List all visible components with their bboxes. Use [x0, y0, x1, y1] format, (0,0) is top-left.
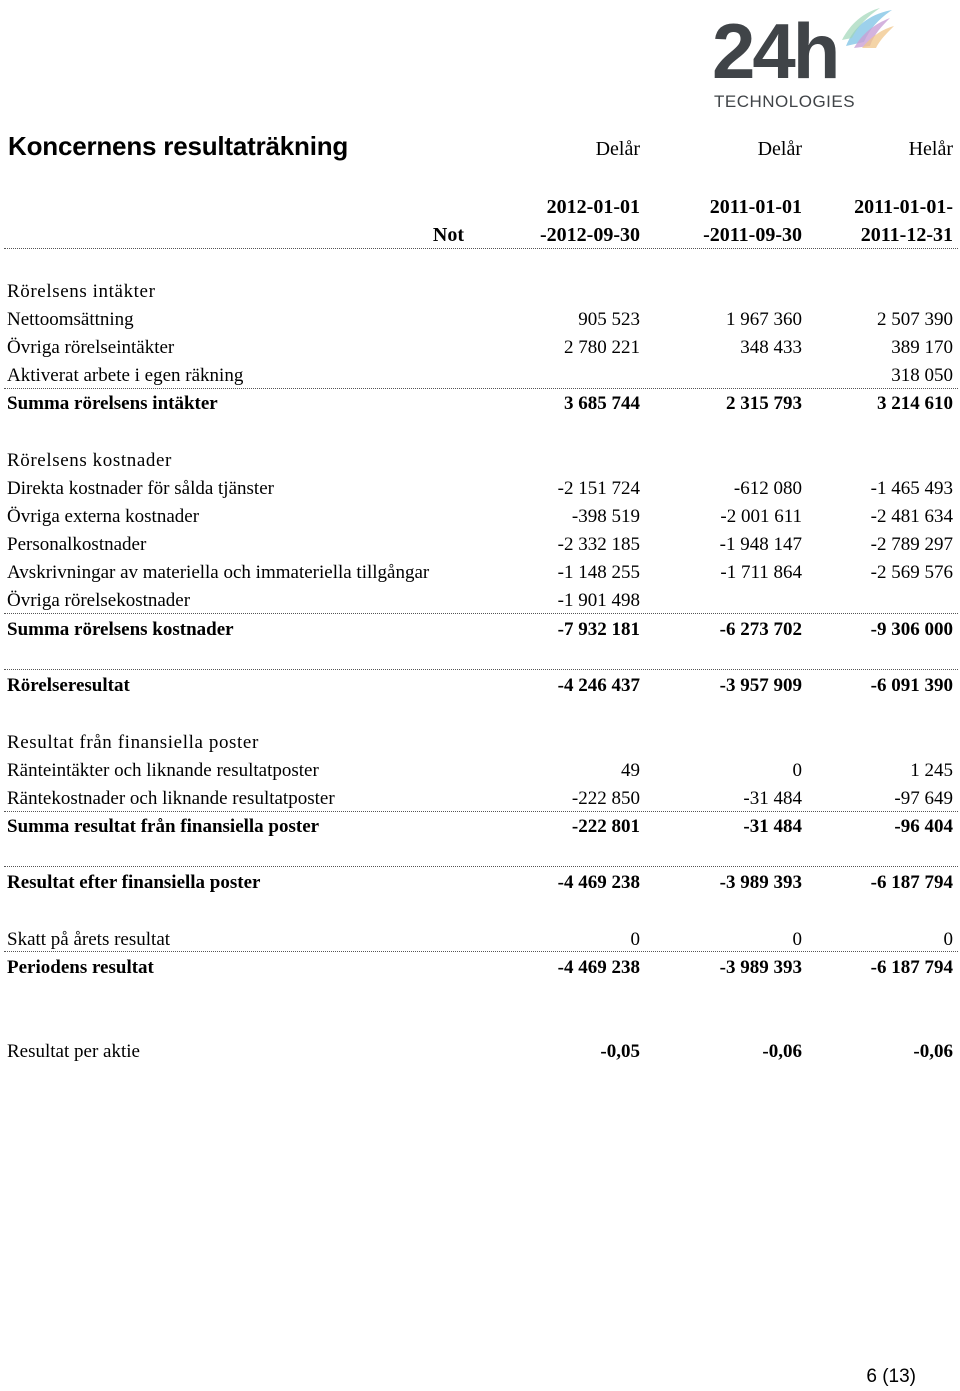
- logo-subtitle: TECHNOLOGIES: [714, 92, 856, 111]
- logo-swirl-icon: [840, 6, 896, 50]
- row-divider: [4, 866, 958, 867]
- table-row: Nettoomsättning 905 523 1 967 360 2 507 390: [7, 309, 953, 330]
- company-logo: [708, 6, 898, 116]
- total-row-financial: Summa resultat från finansiella poster -222 801 -31 484 -96 404: [7, 816, 953, 837]
- table-row: Övriga rörelseintäkter 2 780 221 348 433 389 170: [7, 337, 953, 358]
- earnings-per-share-row: Resultat per aktie -0,05 -0,06 -0,06: [7, 1041, 953, 1062]
- table-row: Avskrivningar av materiella och immateriella tillgångar -1 148 255 -1 711 864 -2 569 576: [7, 562, 953, 583]
- table-row: Aktiverat arbete i egen räkning 318 050: [7, 365, 953, 386]
- logo-wordmark: 24h: [712, 7, 838, 95]
- table-row: Direkta kostnader för sålda tjänster -2 151 724 -612 080 -1 465 493: [7, 478, 953, 499]
- total-row-period-result: Periodens resultat -4 469 238 -3 989 393 -6 187 794: [7, 957, 953, 978]
- row-divider: [4, 388, 958, 389]
- col-header-type-1: Delår: [595, 138, 640, 160]
- table-row: Skatt på årets resultat 0 0 0: [7, 929, 953, 950]
- table-row: Övriga rörelsekostnader -1 901 498: [7, 590, 640, 611]
- col-header-type-2: Delår: [757, 138, 802, 160]
- row-divider: [4, 613, 958, 614]
- section-heading-revenue: Rörelsens intäkter: [7, 281, 156, 302]
- col-header-period-start-2: 2011-01-01: [709, 196, 802, 218]
- section-heading-costs: Rörelsens kostnader: [7, 450, 172, 471]
- col-header-period-end-3: 2011-12-31: [860, 224, 953, 246]
- total-row-costs: Summa rörelsens kostnader -7 932 181 -6 273 702 -9 306 000: [7, 619, 953, 640]
- row-divider: [4, 811, 958, 812]
- header-divider: [4, 248, 958, 249]
- col-header-type-3: Helår: [908, 138, 953, 160]
- total-row-revenue: Summa rörelsens intäkter 3 685 744 2 315 793 3 214 610: [7, 393, 953, 414]
- total-row-after-financial: Resultat efter finansiella poster -4 469 238 -3 989 393 -6 187 794: [7, 872, 953, 893]
- col-header-not: Not: [432, 224, 464, 246]
- total-row-operating-result: Rörelseresultat -4 246 437 -3 957 909 -6 091 390: [7, 675, 953, 696]
- col-header-period-start-1: 2012-01-01: [546, 196, 640, 218]
- table-row: Ränteintäkter och liknande resultatposter 49 0 1 245: [7, 760, 953, 781]
- statement-title: Koncernens resultaträkning: [8, 131, 349, 161]
- section-heading-financial: Resultat från finansiella poster: [7, 732, 259, 753]
- col-header-period-end-1: -2012-09-30: [540, 224, 640, 246]
- table-row: Övriga externa kostnader -398 519 -2 001 611 -2 481 634: [7, 506, 953, 527]
- col-header-period-start-3: 2011-01-01-: [854, 196, 953, 218]
- col-header-period-end-2: -2011-09-30: [703, 224, 802, 246]
- table-row: Personalkostnader -2 332 185 -1 948 147 -2 789 297: [7, 534, 953, 555]
- row-divider: [4, 951, 958, 952]
- page-number: 6 (13): [866, 1366, 916, 1387]
- row-divider: [4, 669, 958, 670]
- table-row: Räntekostnader och liknande resultatposter -222 850 -31 484 -97 649: [7, 788, 953, 809]
